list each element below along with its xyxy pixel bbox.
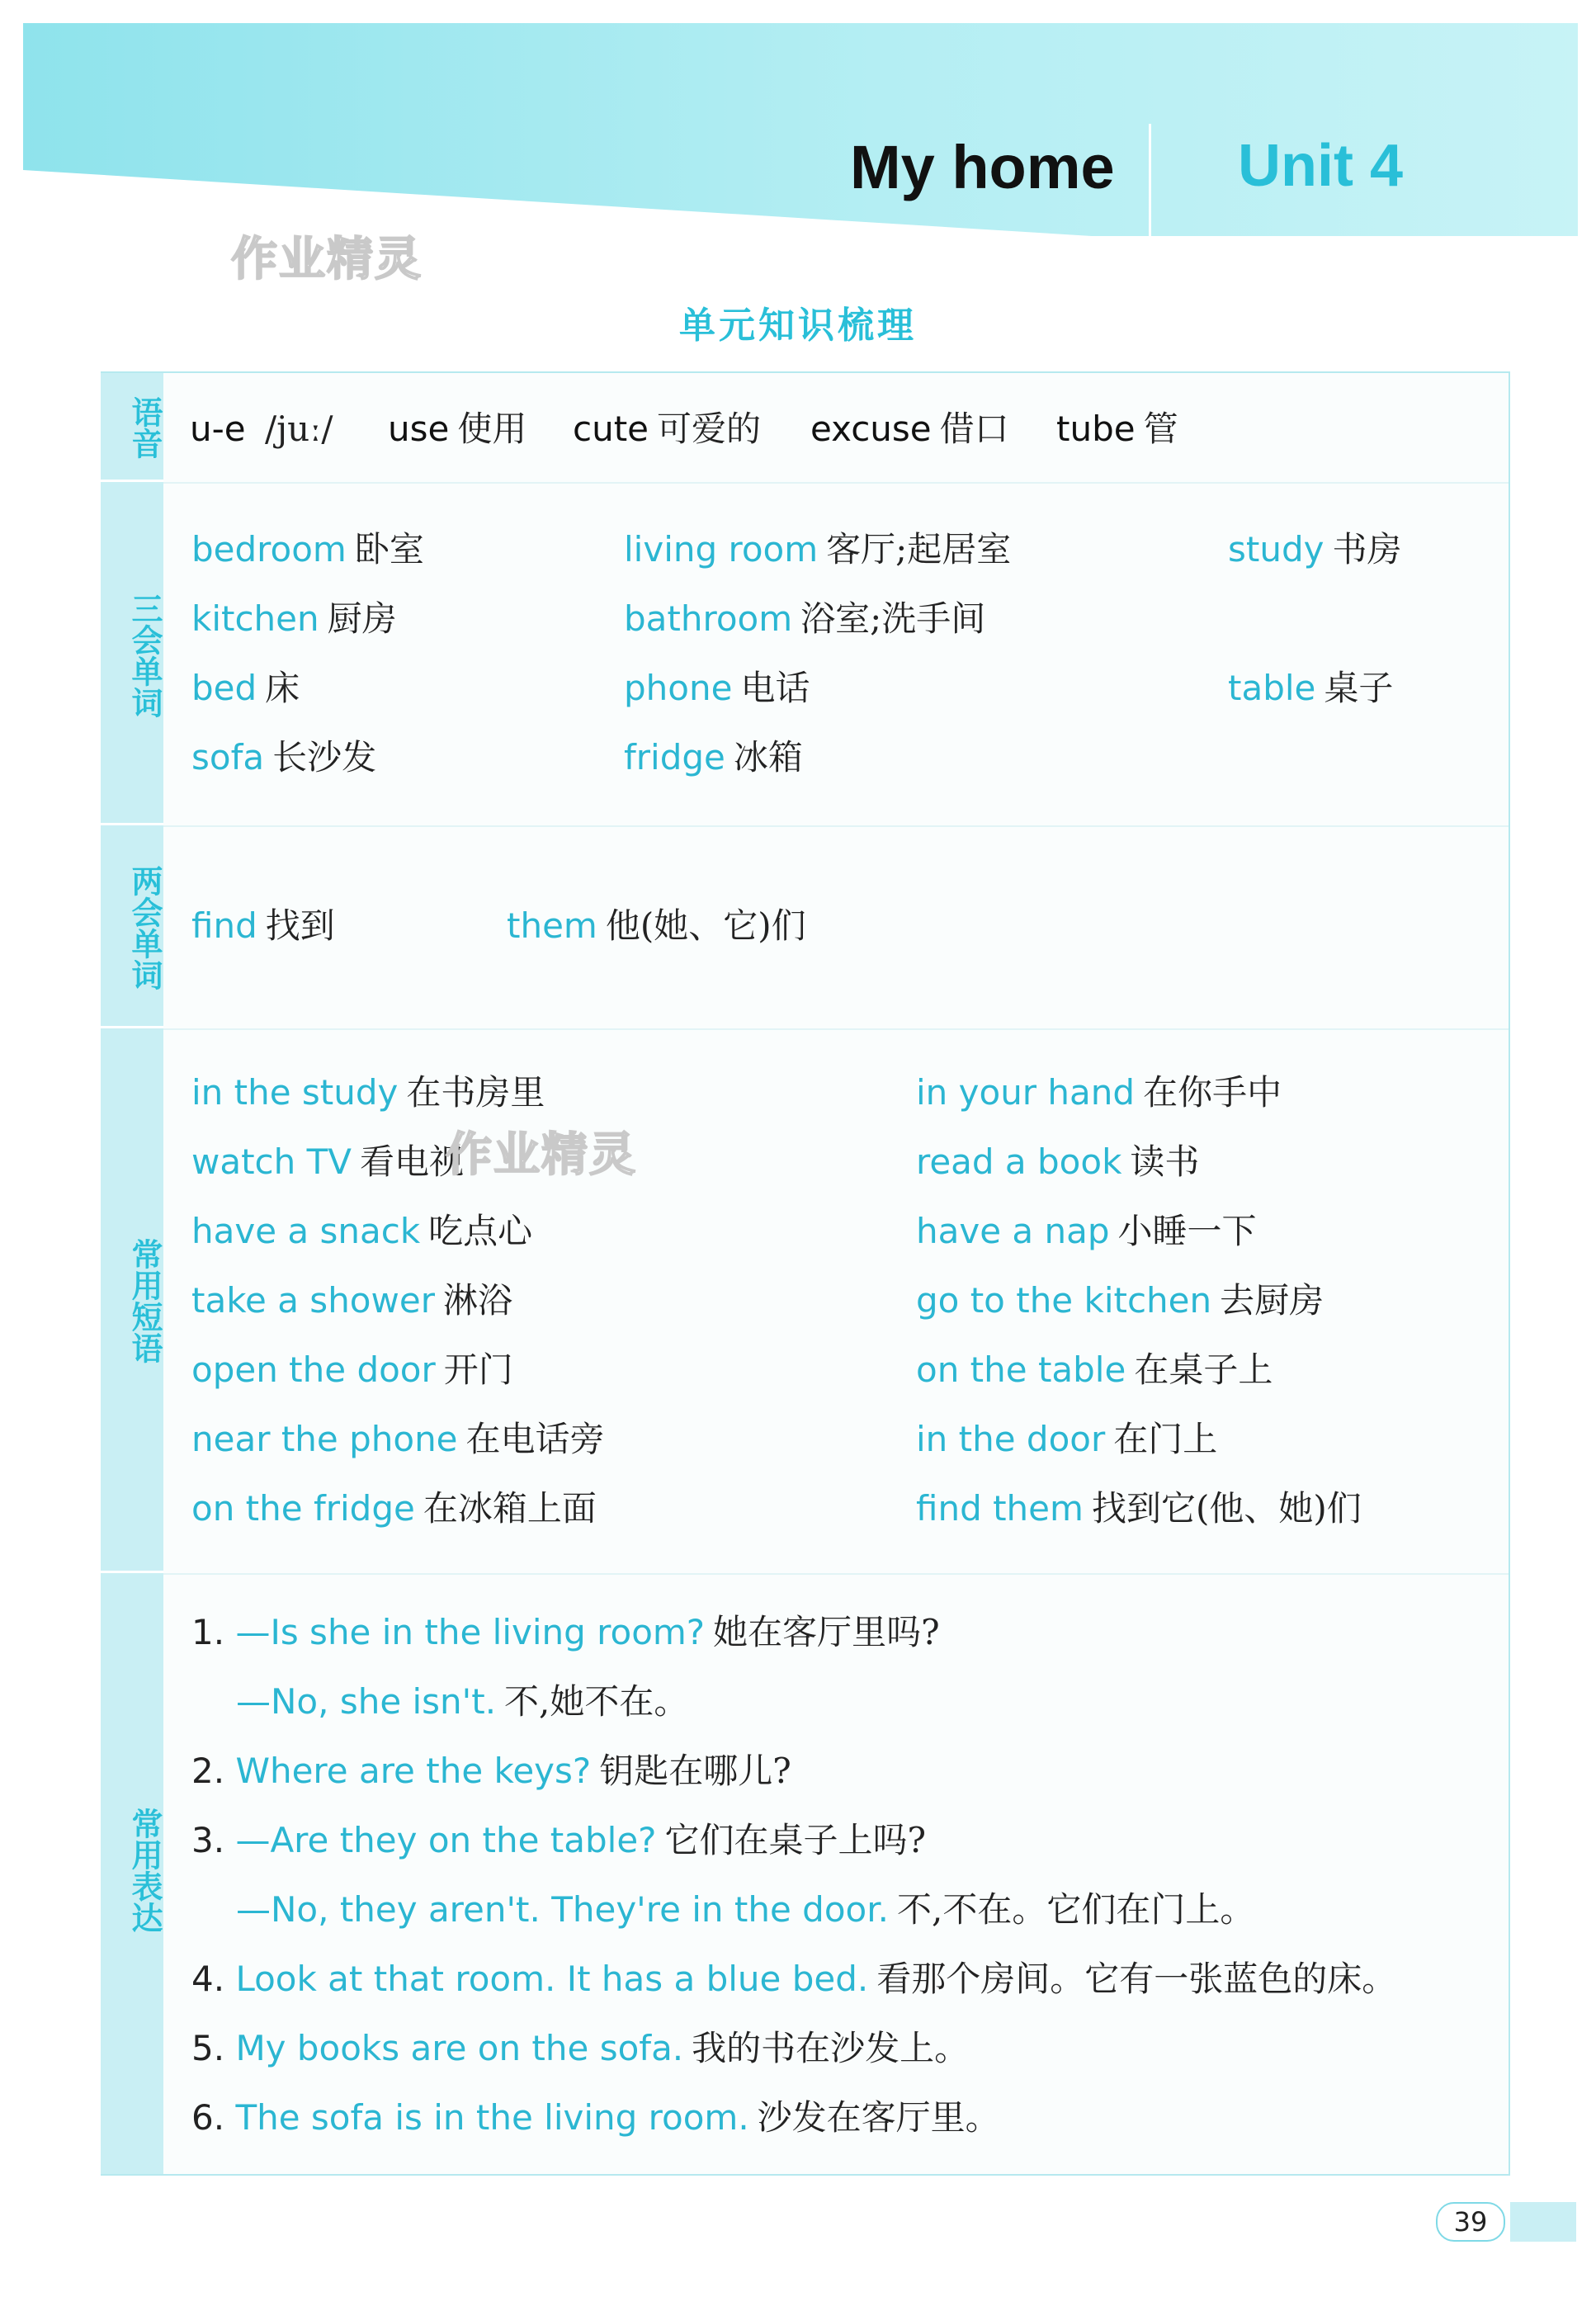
phrase-zh: 吃点心 xyxy=(428,1211,533,1251)
vocab-zh: 他(她、它)们 xyxy=(605,905,806,946)
vocab-item xyxy=(191,736,376,779)
expression-en: —Are they on the table? xyxy=(235,1820,657,1860)
vocab-item xyxy=(191,667,300,710)
side-tab-pronunciation xyxy=(101,373,163,482)
phrase-zh: 在桌子上 xyxy=(1134,1349,1273,1390)
expression-number: 1. xyxy=(191,1612,225,1652)
phrase-en: in the study xyxy=(191,1072,399,1113)
word-zh: 可爱的 xyxy=(657,409,762,449)
phrase-item xyxy=(191,1210,532,1253)
expression-en: My books are on the sofa. xyxy=(235,2028,684,2068)
phrase-item xyxy=(191,1487,597,1530)
word-en: excuse xyxy=(810,409,932,449)
row-divider xyxy=(163,1028,1509,1030)
row-divider xyxy=(163,1573,1509,1575)
phrase-item xyxy=(916,1210,1257,1253)
side-tab-two-skill-words xyxy=(101,825,163,1028)
phrase-en: go to the kitchen xyxy=(916,1280,1212,1321)
vocab-zh: 长沙发 xyxy=(272,737,377,777)
phrase-item xyxy=(191,1349,513,1392)
pronunciation-word xyxy=(573,408,761,451)
vocab-item xyxy=(191,528,424,571)
side-label-pronunciation: 语音 xyxy=(126,396,163,459)
watermark: 作业精灵 xyxy=(231,233,423,286)
vocab-zh: 桌子 xyxy=(1324,668,1394,708)
phrase-item xyxy=(916,1487,1362,1530)
expression-zh: 我的书在沙发上。 xyxy=(692,2028,970,2068)
vocab-zh: 电话 xyxy=(740,668,810,708)
row-divider xyxy=(163,482,1509,484)
page-number: 39 xyxy=(1436,2202,1505,2242)
expression-line xyxy=(191,1611,940,1654)
phrase-zh: 在门上 xyxy=(1113,1419,1218,1459)
vocab-en: bedroom xyxy=(191,529,347,569)
expression-zh: 不,她不在。 xyxy=(504,1681,689,1722)
vocab-en: kitchen xyxy=(191,598,319,639)
phrase-zh: 去厨房 xyxy=(1220,1280,1324,1321)
section-title: 单元知识梳理 xyxy=(679,305,917,347)
side-label-expressions: 常用表达 xyxy=(126,1808,163,1933)
side-label-phrases: 常用短语 xyxy=(126,1238,163,1363)
vocab-en: table xyxy=(1228,668,1316,708)
pronunciation-word xyxy=(810,408,1009,451)
side-tab-expressions xyxy=(101,1573,163,2174)
side-label-two-skill-words: 两会单词 xyxy=(126,865,163,990)
ipa-text: /juː/ xyxy=(264,409,333,449)
vocab-zh: 找到 xyxy=(265,905,335,946)
vocab-zh: 浴室;洗手间 xyxy=(800,598,986,639)
phrase-en: watch TV xyxy=(191,1141,352,1182)
expression-en: Where are the keys? xyxy=(235,1751,592,1791)
expression-line xyxy=(191,1819,926,1862)
phrase-item xyxy=(191,1418,605,1461)
pattern-text: u-e xyxy=(190,409,246,449)
vocab-item xyxy=(624,528,1011,571)
phrase-zh: 在电话旁 xyxy=(465,1419,605,1459)
phrase-en: on the fridge xyxy=(191,1488,415,1529)
vocab-item xyxy=(191,598,397,640)
phrase-item xyxy=(916,1349,1273,1392)
phrase-item xyxy=(191,1279,512,1322)
vocab-en: sofa xyxy=(191,737,265,777)
expression-zh: 它们在桌子上吗? xyxy=(664,1820,926,1860)
expression-line xyxy=(191,1958,1396,2001)
phrase-item xyxy=(916,1279,1324,1322)
phrase-en: in the door xyxy=(916,1419,1106,1459)
expression-line xyxy=(236,1680,688,1723)
expression-number: 5. xyxy=(191,2028,225,2068)
pronunciation-word xyxy=(388,408,526,451)
vocab-en: living room xyxy=(624,529,819,569)
expression-number: 4. xyxy=(191,1959,225,1999)
vocab-en: fridge xyxy=(624,737,725,777)
side-label-three-skill-words: 三会单词 xyxy=(126,593,163,718)
side-tab-phrases xyxy=(101,1028,163,1573)
phrase-zh: 在冰箱上面 xyxy=(423,1488,597,1529)
phrase-item xyxy=(916,1071,1282,1114)
phrase-en: find them xyxy=(916,1488,1084,1529)
expression-number: 2. xyxy=(191,1751,225,1791)
vocab-item xyxy=(1228,528,1402,571)
vocab-zh: 书房 xyxy=(1332,529,1402,569)
phrase-zh: 淋浴 xyxy=(442,1280,512,1321)
vocab-zh: 卧室 xyxy=(354,529,424,569)
phrase-item xyxy=(916,1418,1217,1461)
expression-line xyxy=(236,1888,1254,1931)
row-divider xyxy=(163,825,1509,827)
phrase-item xyxy=(191,1071,545,1114)
word-en: tube xyxy=(1056,409,1136,449)
expression-zh: 不,不在。它们在门上。 xyxy=(897,1889,1255,1930)
vocab-en: bathroom xyxy=(624,598,793,639)
side-tab-three-skill-words xyxy=(101,482,163,825)
watermark: 作业精灵 xyxy=(446,1128,637,1182)
expression-zh: 沙发在客厅里。 xyxy=(757,2097,1000,2138)
phrase-zh: 找到它(他、她)们 xyxy=(1091,1488,1362,1529)
word-zh: 借口 xyxy=(939,409,1009,449)
vocab-item xyxy=(507,905,806,948)
vocab-item xyxy=(624,667,810,710)
phrase-item xyxy=(191,1141,464,1184)
vocab-zh: 冰箱 xyxy=(733,737,803,777)
vocab-item xyxy=(1228,667,1393,710)
vocab-zh: 客厅;起居室 xyxy=(826,529,1012,569)
phrase-en: have a nap xyxy=(916,1211,1110,1251)
phrase-en: take a shower xyxy=(191,1280,435,1321)
phrase-en: have a snack xyxy=(191,1211,421,1251)
title-divider xyxy=(1149,124,1151,236)
expression-zh: 看那个房间。它有一张蓝色的床。 xyxy=(876,1959,1397,1999)
phrase-en: in your hand xyxy=(916,1072,1136,1113)
expression-zh: 钥匙在哪儿? xyxy=(599,1751,791,1791)
expression-line xyxy=(191,1750,791,1793)
page-tab-decoration xyxy=(1510,2202,1576,2242)
expression-en: Look at that room. It has a blue bed. xyxy=(235,1959,869,1999)
word-en: use xyxy=(388,409,450,449)
vocab-en: them xyxy=(507,905,597,946)
expression-line xyxy=(191,2096,1000,2139)
vocab-zh: 床 xyxy=(265,668,300,708)
expression-en: The sofa is in the living room. xyxy=(235,2097,749,2138)
word-en: cute xyxy=(573,409,649,449)
vocab-en: bed xyxy=(191,668,257,708)
expression-en: —No, she isn't. xyxy=(236,1681,497,1722)
phrase-en: near the phone xyxy=(191,1419,458,1459)
pronunciation-word xyxy=(1056,408,1178,451)
word-zh: 管 xyxy=(1143,409,1178,449)
vocab-en: phone xyxy=(624,668,733,708)
phrase-en: read a book xyxy=(916,1141,1122,1182)
expression-line xyxy=(191,2027,969,2070)
vocab-item xyxy=(624,598,985,640)
phrase-zh: 看电视 xyxy=(360,1141,465,1182)
word-zh: 使用 xyxy=(457,409,527,449)
expression-en: —No, they aren't. They're in the door. xyxy=(236,1889,889,1930)
phrase-zh: 在书房里 xyxy=(406,1072,545,1113)
expression-en: —Is she in the living room? xyxy=(235,1612,706,1652)
phrase-zh: 读书 xyxy=(1130,1141,1200,1182)
pronunciation-pattern xyxy=(190,408,333,451)
phrase-zh: 在你手中 xyxy=(1143,1072,1282,1113)
vocab-item xyxy=(191,905,335,948)
unit-label: Unit 4 xyxy=(1238,133,1404,199)
vocab-item xyxy=(624,736,803,779)
vocab-en: find xyxy=(191,905,257,946)
phrase-zh: 小睡一下 xyxy=(1117,1211,1257,1251)
expression-number: 6. xyxy=(191,2097,225,2138)
vocab-zh: 厨房 xyxy=(327,598,397,639)
expression-zh: 她在客厅里吗? xyxy=(713,1612,940,1652)
phrase-item xyxy=(916,1141,1199,1184)
phrase-en: open the door xyxy=(191,1349,436,1390)
page-title: My home xyxy=(850,133,1115,201)
phrase-zh: 开门 xyxy=(443,1349,513,1390)
phrase-en: on the table xyxy=(916,1349,1126,1390)
vocab-en: study xyxy=(1228,529,1324,569)
expression-number: 3. xyxy=(191,1820,225,1860)
